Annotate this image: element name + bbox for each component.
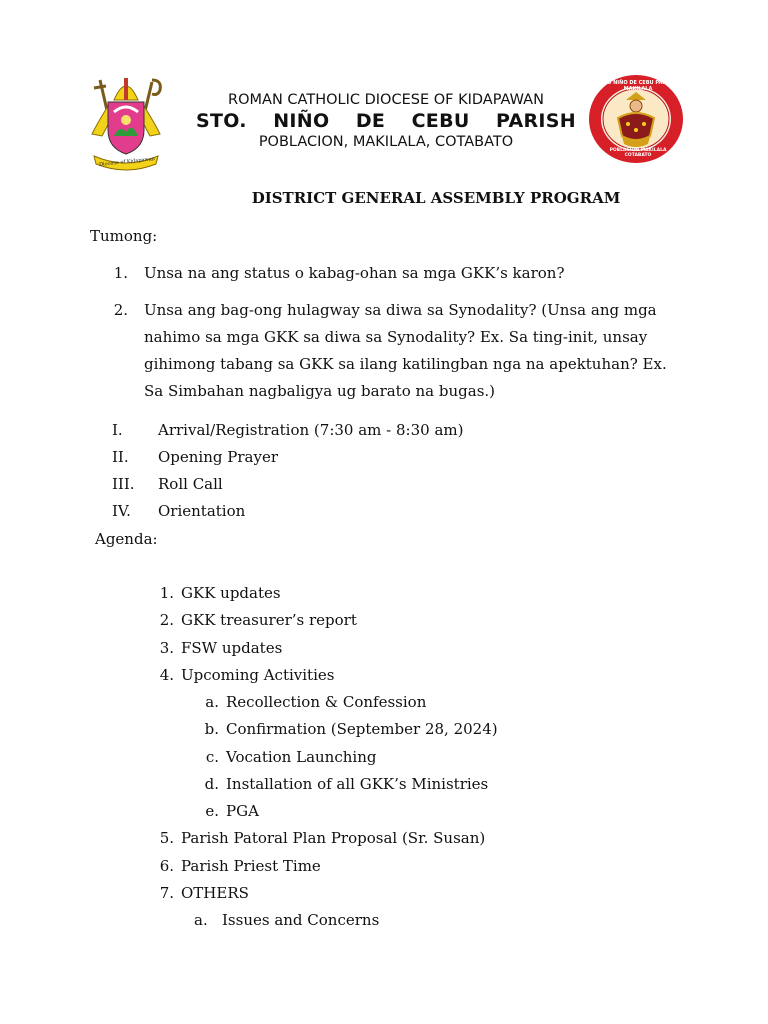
agenda-subitem-text: Recollection & Confession (226, 693, 427, 711)
program-item-number: II. (112, 448, 129, 466)
agenda-item-text: GKK updates (181, 584, 281, 602)
agenda-item-number: 2. (159, 611, 174, 629)
agenda-subitem-letter: d. (204, 775, 219, 793)
parish-name-word: STO. (196, 110, 247, 132)
program-item-text: Opening Prayer (158, 448, 278, 466)
parish-name-word: NIÑO (273, 110, 330, 132)
agenda-item-number: 3. (159, 639, 174, 657)
agenda-subitem-letter: a. (194, 911, 208, 929)
diocese-name: ROMAN CATHOLIC DIOCESE OF KIDAPAWAN (228, 92, 544, 108)
document-title: DISTRICT GENERAL ASSEMBLY PROGRAM (251, 189, 621, 207)
parish-address: POBLACION, MAKILALA, COTABATO (258, 134, 514, 150)
agenda-subitem-letter: a. (205, 693, 219, 711)
tumong-item-text-line: Unsa ang bag-ong hulagway sa diwa sa Synodality? (Unsa ang mga (144, 301, 657, 319)
parish-name-word: CEBU (411, 110, 470, 132)
parish-name-word: DE (355, 110, 386, 132)
agenda-subitem-letter: b. (204, 720, 219, 738)
agenda-item-text: GKK treasurer’s report (181, 611, 357, 629)
tumong-item-text-line: Sa Simbahan nagbaligya ug barato na bugas.) (144, 382, 496, 400)
agenda-subitem-text: Vocation Launching (226, 748, 377, 766)
parish-name (196, 110, 576, 132)
agenda-subitem-text: Issues and Concerns (222, 911, 380, 929)
parish-seal-text: STO NIÑO DE CEBU PARISH MAKILALA (600, 80, 676, 92)
tumong-item-number: 1. (113, 264, 128, 282)
agenda-item-number: 7. (159, 884, 174, 902)
program-item-text: Roll Call (158, 475, 223, 493)
agenda-item-number: 1. (159, 584, 174, 602)
agenda-item-text: Upcoming Activities (181, 666, 335, 684)
agenda-item-text: Parish Patoral Plan Proposal (Sr. Susan) (181, 829, 486, 847)
program-item-number: IV. (112, 502, 131, 520)
agenda-subitem-letter: e. (205, 802, 219, 820)
tumong-item-text-line: gihimong tabang sa GKK sa ilang katilingban nga na apektuhan? Ex. (144, 355, 667, 373)
program-item-number: I. (112, 421, 123, 439)
parish-seal-bottom-text: POBLACION MAKILALA COTABATO (609, 148, 667, 158)
program-item-text: Arrival/Registration (7:30 am - 8:30 am) (158, 421, 464, 439)
tumong-label: Tumong: (90, 227, 158, 245)
agenda-item-number: 5. (159, 829, 174, 847)
tumong-item-text-line: nahimo sa mga GKK sa diwa sa Synodality? Ex. Sa ting-init, unsay (144, 328, 648, 346)
program-item-text: Orientation (158, 502, 246, 520)
agenda-subitem-text: Confirmation (September 28, 2024) (226, 720, 498, 738)
tumong-item-number: 2. (113, 301, 128, 319)
agenda-item-number: 6. (159, 857, 174, 875)
agenda-item-text: FSW updates (181, 639, 283, 657)
agenda-item-text: Parish Priest Time (181, 857, 321, 875)
agenda-item-text: OTHERS (181, 884, 249, 902)
parish-name-word: PARISH (496, 110, 576, 132)
agenda-label: Agenda: (95, 530, 158, 548)
agenda-subitem-text: PGA (226, 802, 259, 820)
agenda-subitem-letter: c. (205, 748, 219, 766)
program-item-number: III. (112, 475, 135, 493)
diocese-logo-text: Diocese of Kidapawan (98, 156, 156, 168)
tumong-item-text: Unsa na ang status o kabag-ohan sa mga GKK’s karon? (144, 264, 565, 282)
agenda-list (0, 584, 768, 944)
agenda-subitem-text: Installation of all GKK’s Ministries (226, 775, 489, 793)
agenda-item-number: 4. (159, 666, 174, 684)
